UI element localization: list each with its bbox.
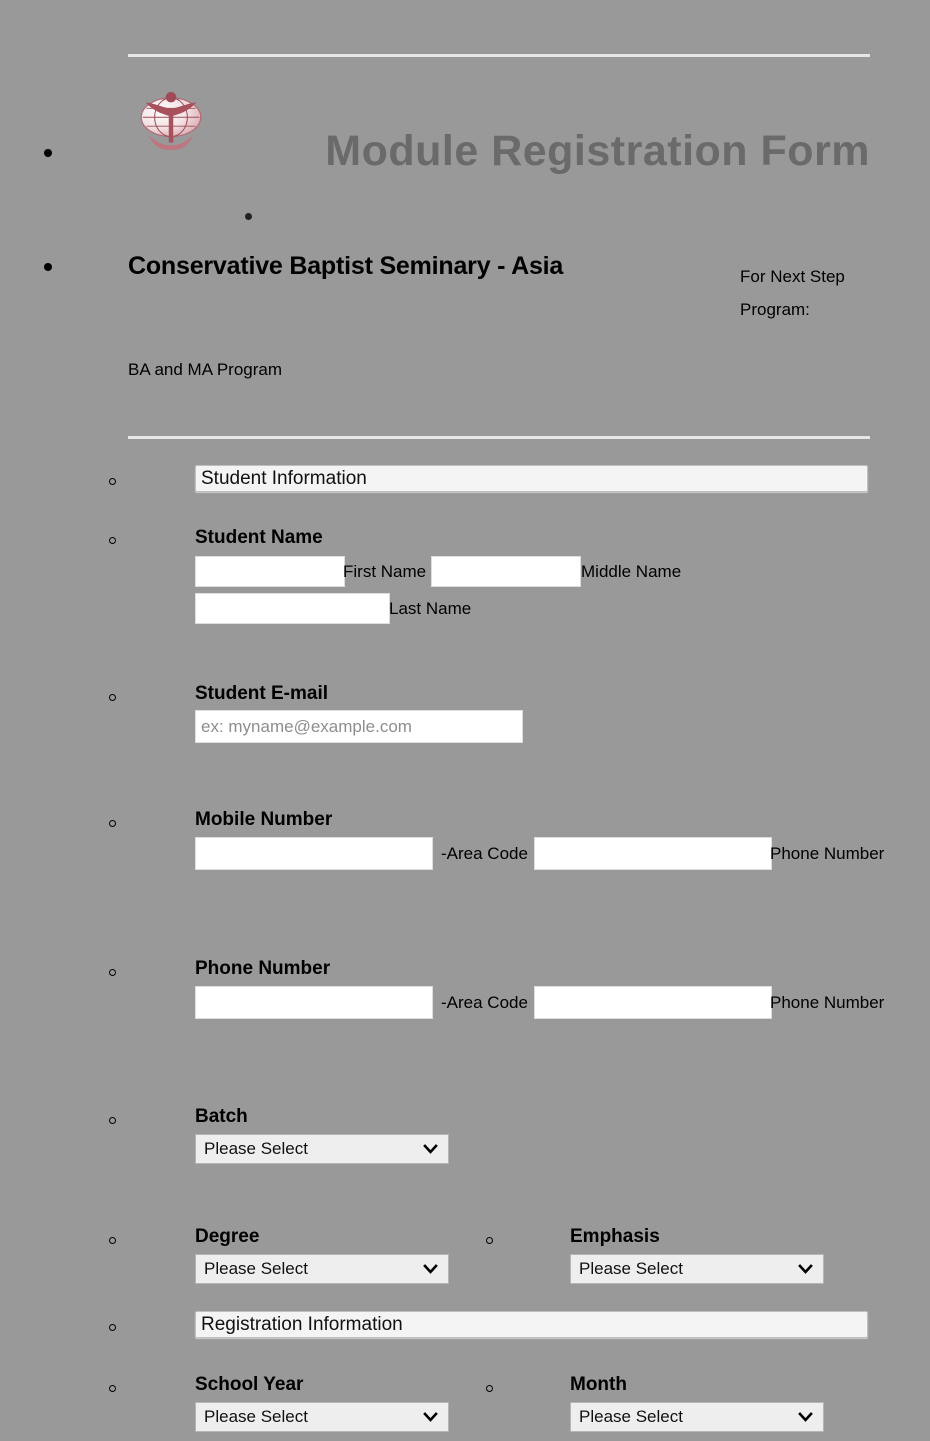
chevron-down-icon: [423, 1255, 438, 1293]
list-bullet: [109, 694, 116, 701]
chevron-down-icon: [423, 1135, 438, 1173]
emphasis-select-value: Please Select: [579, 1259, 683, 1278]
first-name-input[interactable]: [195, 556, 345, 587]
school-year-select[interactable]: [195, 1402, 449, 1432]
month-label: Month: [570, 1374, 627, 1395]
phone-area-code-input[interactable]: [195, 986, 433, 1019]
phone-number-label: Phone Number: [195, 958, 331, 979]
batch-select[interactable]: [195, 1134, 449, 1164]
degree-select[interactable]: [195, 1254, 449, 1284]
title-bullet-dot: [245, 213, 252, 220]
school-year-select-value: Please Select: [204, 1407, 308, 1426]
list-bullet: [44, 263, 52, 271]
mobile-phone-number-label: Phone Number: [770, 844, 885, 863]
degree-label: Degree: [195, 1226, 260, 1247]
month-select-value: Please Select: [579, 1407, 683, 1426]
mobile-area-code-input[interactable]: [195, 837, 433, 870]
school-year-label: School Year: [195, 1374, 304, 1395]
section-header-registration-information: Registration Information: [195, 1311, 868, 1338]
chevron-down-icon: [798, 1403, 813, 1441]
list-bullet: [109, 1385, 116, 1392]
mobile-number-label: Mobile Number: [195, 809, 333, 830]
month-select[interactable]: [570, 1402, 824, 1432]
chevron-down-icon: [798, 1255, 813, 1293]
middle-name-input[interactable]: [431, 556, 581, 587]
student-email-input[interactable]: [195, 710, 523, 743]
last-name-label: Last Name: [389, 599, 472, 618]
degree-select-value: Please Select: [204, 1259, 308, 1278]
batch-select-value: Please Select: [204, 1139, 308, 1158]
emphasis-label: Emphasis: [570, 1226, 660, 1247]
list-bullet: [44, 149, 52, 157]
first-name-label: First Name: [343, 562, 427, 581]
last-name-input[interactable]: [195, 593, 390, 624]
list-bullet: [109, 1117, 116, 1124]
student-name-label: Student Name: [195, 527, 323, 548]
mobile-phone-number-input[interactable]: [534, 837, 772, 870]
list-bullet: [109, 820, 116, 827]
student-email-label: Student E-mail: [195, 683, 329, 704]
list-bullet: [109, 1237, 116, 1244]
list-bullet: [486, 1237, 493, 1244]
list-bullet: [109, 537, 116, 544]
seminary-name: Conservative Baptist Seminary - Asia: [128, 252, 564, 280]
list-bullet: [486, 1385, 493, 1392]
program-line: BA and MA Program: [128, 360, 283, 379]
seminary-globe-logo: [133, 86, 209, 150]
header-divider-bottom: [128, 436, 870, 439]
middle-name-label: Middle Name: [581, 562, 682, 581]
list-bullet: [109, 478, 116, 485]
emphasis-select[interactable]: [570, 1254, 824, 1284]
phone-phone-number-label: Phone Number: [770, 993, 885, 1012]
list-bullet: [109, 969, 116, 976]
mobile-area-code-label: -Area Code: [441, 844, 528, 863]
phone-area-code-label: -Area Code: [441, 993, 528, 1012]
page-title: Module Registration Form: [325, 127, 870, 175]
batch-label: Batch: [195, 1106, 248, 1127]
list-bullet: [109, 1324, 116, 1331]
header-divider-top: [128, 54, 870, 57]
next-step-program-note: For Next Step Program:: [740, 267, 845, 319]
section-header-student-information: Student Information: [195, 465, 868, 492]
phone-phone-number-input[interactable]: [534, 986, 772, 1019]
chevron-down-icon: [423, 1403, 438, 1441]
